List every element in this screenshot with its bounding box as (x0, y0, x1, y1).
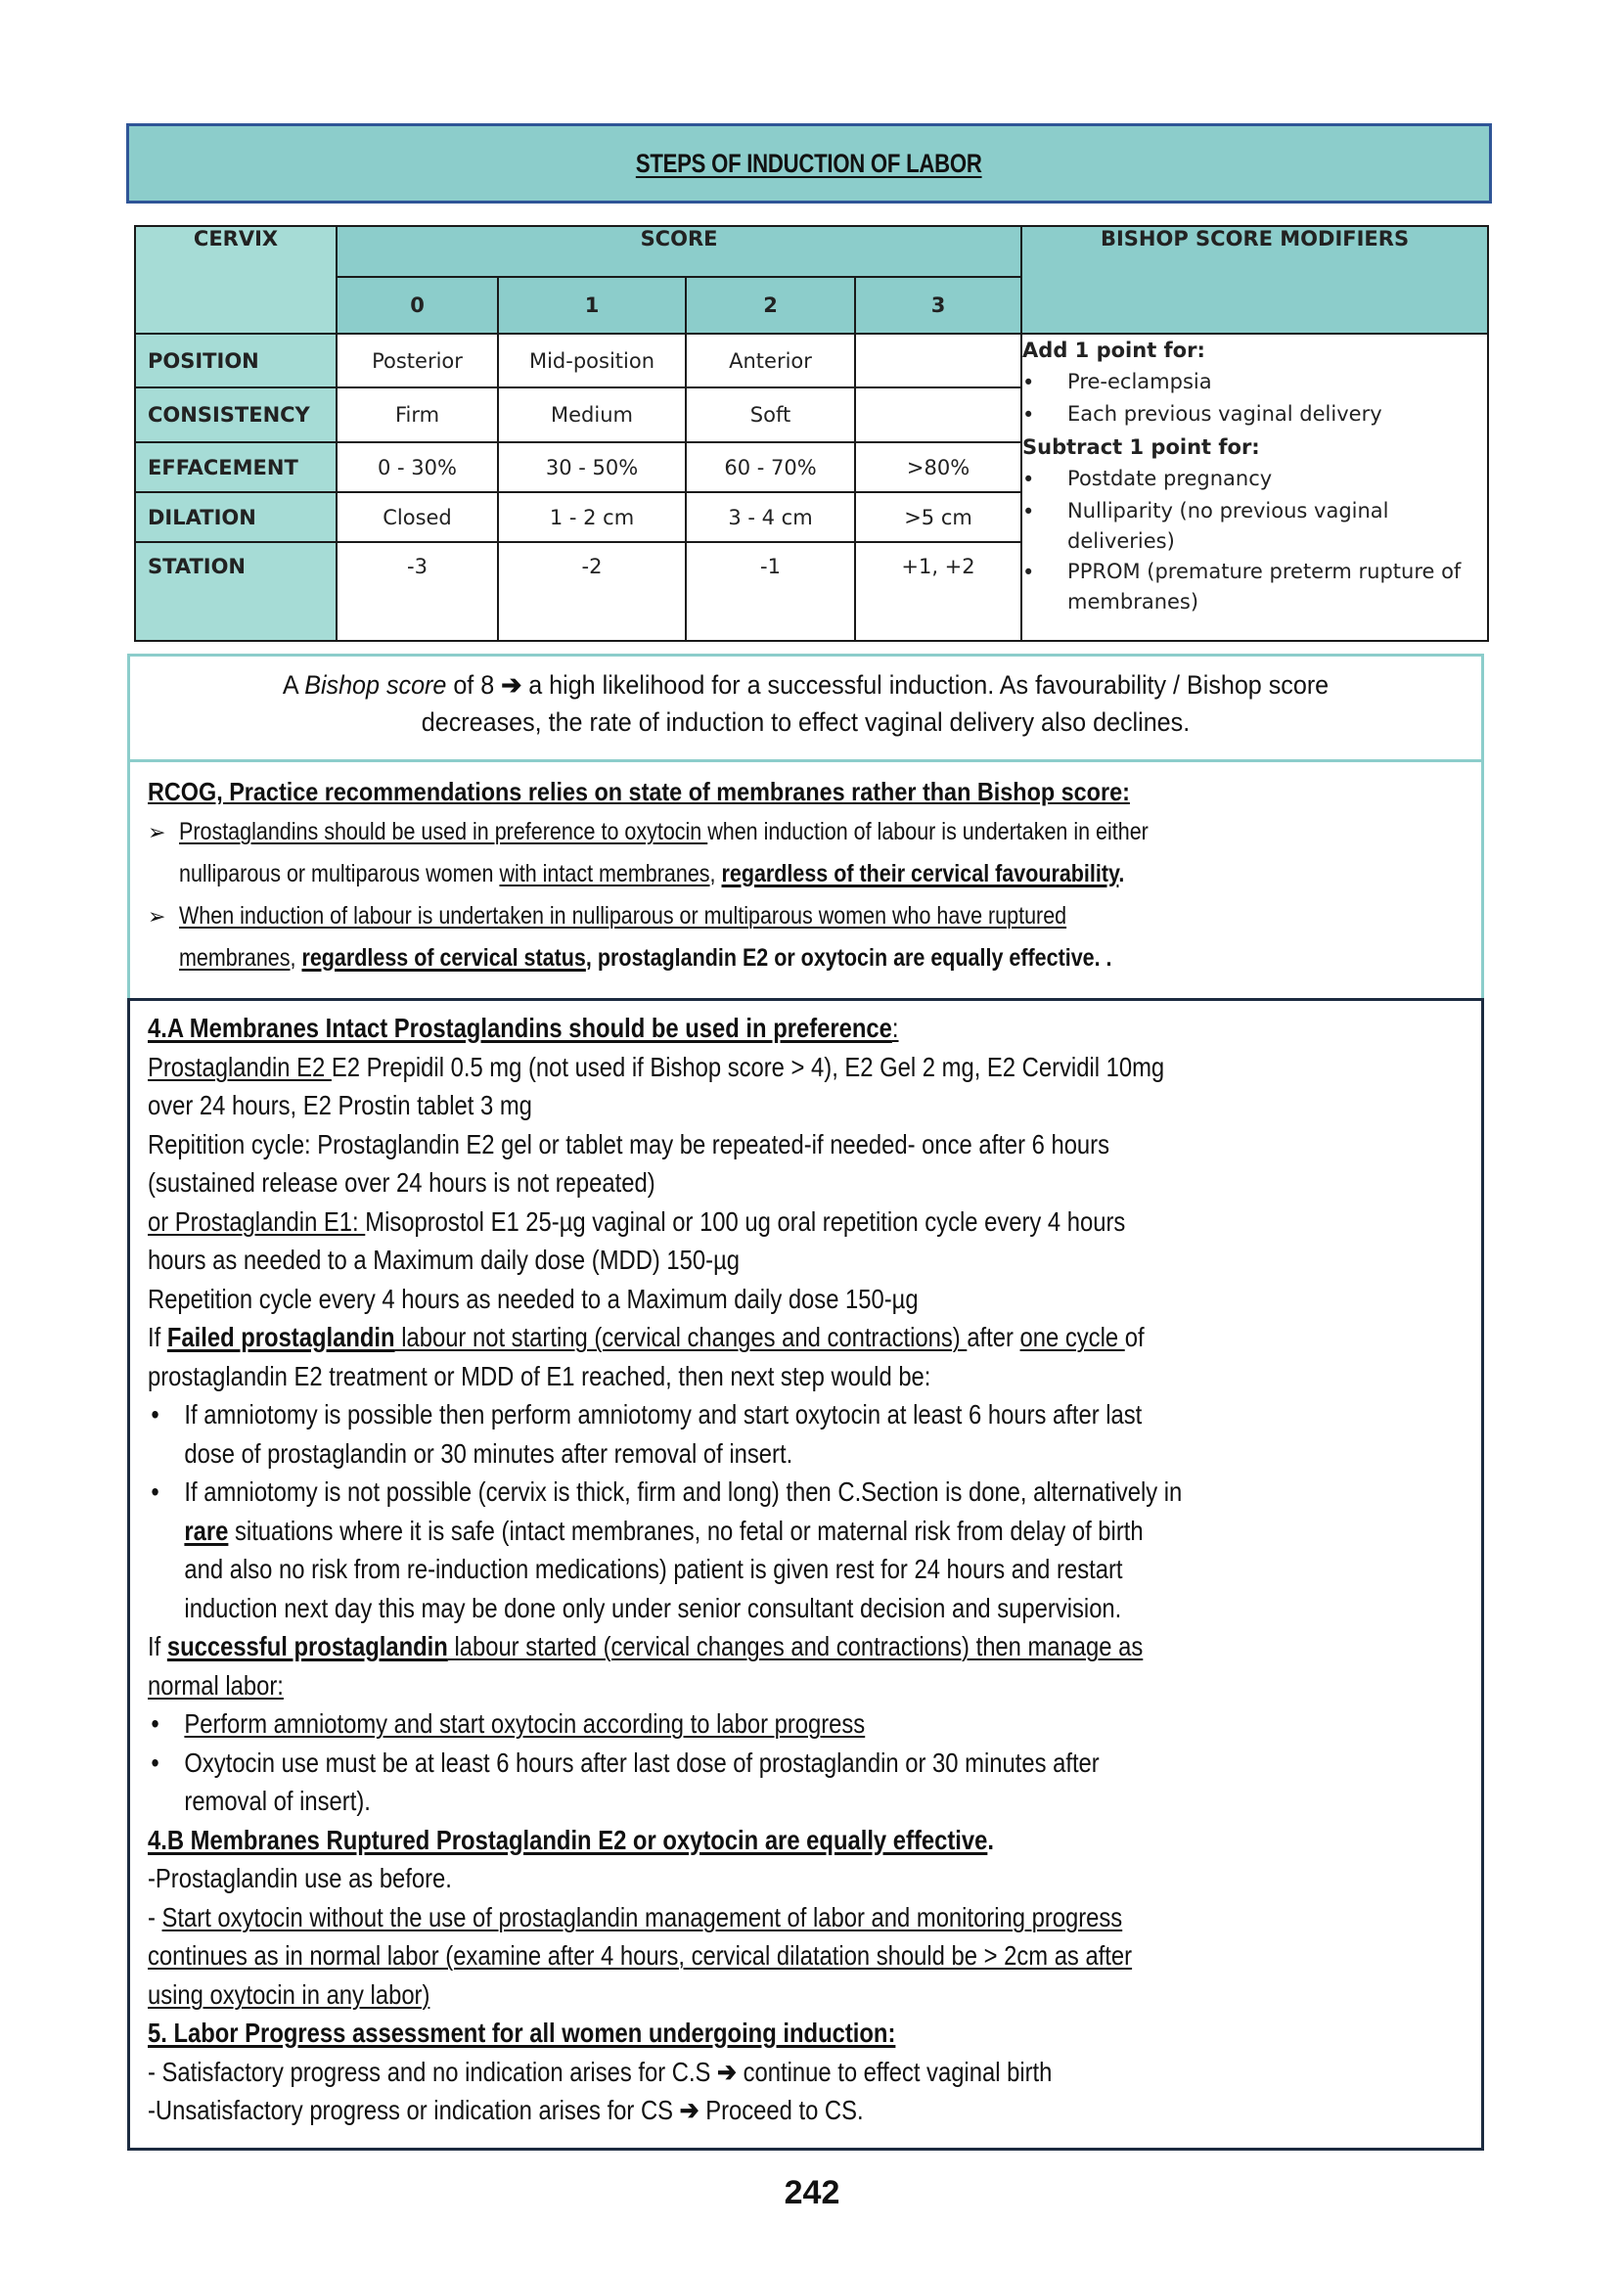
text-line (148, 1627, 1282, 1666)
text-run: of 8 (446, 670, 502, 700)
text-run: of (1124, 1322, 1145, 1352)
rcog-item-line (148, 811, 1481, 853)
arrow-bullet-icon: ➢ (148, 904, 166, 929)
rcog-item-text (179, 853, 1299, 895)
rcog-box (127, 759, 1484, 999)
rcog-item-line (148, 853, 1481, 895)
text-run: ➔ (679, 2095, 699, 2125)
header-score-0: 0 (337, 277, 498, 334)
text-line (148, 1163, 1282, 1203)
text-run: , (290, 944, 302, 972)
text-run: Repetition cycle every 4 hours as needed to a Maximum daily dose 150-µg (148, 1283, 919, 1314)
text-run: , (709, 860, 722, 887)
row-label: POSITION (135, 334, 337, 387)
text-run: dose of prostaglandin or 30 minutes after removal of insert. (184, 1437, 793, 1469)
table-cell (855, 334, 1021, 387)
text-run: continues as in normal labor (examine after 4 hours, cervical dilatation should be > 2cm as after (148, 1940, 1133, 1971)
induction-steps-box (127, 998, 1484, 2151)
induction-steps-text (148, 1009, 1481, 2130)
text-run: A (282, 670, 305, 700)
arrow-bullet-icon (148, 853, 179, 895)
text-line (148, 1821, 1282, 1860)
table-row (135, 334, 1488, 387)
bishop-score-table (134, 225, 1489, 642)
text-line (148, 1898, 1282, 1937)
header-score-3: 3 (855, 277, 1021, 334)
table-cell: Mid-position (498, 334, 686, 387)
text-run: one cycle (1019, 1322, 1125, 1352)
text-run: nulliparous or multiparous women (179, 860, 500, 887)
table-cell: Soft (686, 387, 855, 442)
text-run: . (1118, 860, 1125, 887)
bishop-modifiers (1021, 334, 1488, 641)
table-cell: >5 cm (855, 492, 1021, 542)
text-run: 4.A Membranes Intact Prostaglandins should be used in preference (148, 1013, 892, 1043)
text-run: Prostaglandin E2 (148, 1051, 332, 1082)
text-run: Perform amniotomy and start oxytocin according to labor progress (184, 1708, 866, 1739)
row-label: EFFACEMENT (135, 442, 337, 492)
bullet-line (148, 1395, 1282, 1434)
table-cell: Posterior (337, 334, 498, 387)
text-run: 5. Labor Progress assessment for all women undergoing induction: (148, 2018, 896, 2048)
text-run: labour started (cervical changes and contractions) then manage as (447, 1631, 1144, 1661)
text-run: ➔ (717, 2056, 737, 2087)
text-run: (sustained release over 24 hours is not repeated) (148, 1167, 655, 1198)
text-run: -Unsatisfactory progress or indication arises for CS (148, 2095, 680, 2125)
table-cell (855, 387, 1021, 442)
text-line (148, 1589, 1282, 1628)
text-run: . (987, 1824, 994, 1855)
rcog-item-text (179, 937, 1299, 979)
bullet-line (148, 1744, 1282, 1783)
text-line (148, 1125, 1282, 1164)
text-run: - (148, 1901, 162, 1932)
text-run: a high likelihood for a successful induction. As favourability / Bishop score (521, 670, 1330, 700)
header-modifiers: BISHOP SCORE MODIFIERS (1021, 226, 1488, 334)
header-score-2: 2 (686, 277, 855, 334)
rcog-item-text (179, 811, 1299, 853)
table-cell: Anterior (686, 334, 855, 387)
header-score: SCORE (337, 226, 1021, 277)
bishop-note-text (177, 666, 1433, 741)
table-cell: 3 - 4 cm (686, 492, 855, 542)
modifiers-subtract-heading: Subtract 1 point for: (1022, 435, 1260, 459)
row-label: DILATION (135, 492, 337, 542)
table-cell: Closed (337, 492, 498, 542)
modifier-item: • Pre-eclampsia (1022, 370, 1212, 394)
table-cell: 0 - 30% (337, 442, 498, 492)
text-line (148, 1434, 1282, 1474)
table-cell: 1 - 2 cm (498, 492, 686, 542)
text-run: If (148, 1631, 167, 1661)
table-cell: -3 (337, 542, 498, 641)
text-run: Repitition cycle: Prostaglandin E2 gel or tablet may be repeated-if needed- once after 6 hours (148, 1128, 1109, 1159)
text-run: after (967, 1322, 1020, 1352)
rcog-heading: RCOG, Practice recommendations relies on state of membranes rather than Bishop score: (148, 777, 1130, 806)
table-cell: 60 - 70% (686, 442, 855, 492)
text-run: Proceed to CS. (699, 2095, 864, 2125)
text-line (148, 1318, 1282, 1357)
text-line (148, 1512, 1282, 1551)
text-run: prostaglandin E2 treatment or MDD of E1 reached, then next step would be: (148, 1360, 931, 1391)
text-run: when induction of labour is undertaken in either (707, 818, 1149, 845)
text-line (148, 1550, 1282, 1589)
note-line (177, 704, 1433, 741)
text-line (148, 1203, 1282, 1242)
text-line (148, 2091, 1282, 2130)
modifier-item: • Nulliparity (no previous vaginal deliveries) (1022, 499, 1389, 553)
text-line (148, 1048, 1282, 1087)
text-run: Bishop score (304, 670, 447, 700)
text-run: using oxytocin in any labor) (148, 1978, 430, 2010)
text-run: with intact membranes (499, 860, 710, 887)
text-run: regardless of their cervical favourability (721, 860, 1119, 887)
arrow-bullet-icon: ➢ (148, 820, 166, 844)
table-cell: Medium (498, 387, 686, 442)
text-run: regardless of cervical status (301, 944, 586, 972)
note-line (177, 666, 1433, 704)
text-line (148, 1936, 1282, 1975)
row-label: CONSISTENCY (135, 387, 337, 442)
modifiers-add-heading: Add 1 point for: (1022, 339, 1205, 362)
text-line (148, 1009, 1282, 1048)
text-run: hours as needed to a Maximum daily dose (MDD) 150-µg (148, 1245, 741, 1275)
text-run: removal of insert). (184, 1786, 371, 1816)
rcog-list (148, 811, 1481, 979)
bishop-note-box (127, 654, 1484, 762)
text-run: Start oxytocin without the use of prostaglandin management of labor and monitoring progress (161, 1901, 1123, 1932)
text-line (148, 1086, 1282, 1125)
text-run: When induction of labour is undertaken in nulliparous or multiparous women who have ruptured (179, 902, 1067, 930)
text-run: : (891, 1013, 899, 1043)
text-run: or Prostaglandin E1: (148, 1205, 366, 1237)
table-cell: Firm (337, 387, 498, 442)
text-run: If amniotomy is possible then perform amniotomy and start oxytocin at least 6 hours after last (184, 1399, 1143, 1430)
text-run: - Satisfactory progress and no indication arises for C.S (148, 2056, 718, 2087)
rcog-item-line (148, 895, 1481, 937)
text-run: -Prostaglandin use as before. (148, 1863, 452, 1893)
text-run: ➔ (501, 670, 522, 700)
table-cell: 30 - 50% (498, 442, 686, 492)
text-line (148, 1241, 1282, 1280)
rcog-item-line (148, 937, 1481, 979)
header-cervix: CERVIX (135, 226, 337, 334)
arrow-bullet-icon (148, 937, 179, 979)
text-run: membranes (179, 944, 291, 972)
text-run: over 24 hours, E2 Prostin tablet 3 mg (148, 1090, 532, 1120)
text-run: , prostaglandin E2 or oxytocin are equally effective. . (585, 944, 1112, 972)
page-number: 242 (784, 2174, 840, 2211)
text-run: decreases, the rate of induction to effect vaginal delivery also declines. (421, 707, 1191, 737)
text-run: rare (184, 1515, 229, 1546)
table-cell: +1, +2 (855, 542, 1021, 641)
text-run: continue to effect vaginal birth (736, 2056, 1053, 2087)
modifier-item: • Each previous vaginal delivery (1022, 402, 1382, 427)
page-title: STEPS OF INDUCTION OF LABOR (636, 148, 982, 178)
text-run: Oxytocin use must be at least 6 hours after last dose of prostaglandin or 30 minutes after (184, 1747, 1100, 1778)
text-run: induction next day this may be done only under senior consultant decision and supervision. (184, 1592, 1122, 1623)
text-run: labour not starting (cervical changes and contractions) (394, 1322, 968, 1352)
bullet-line (148, 1473, 1282, 1512)
table-cell: -2 (498, 542, 686, 641)
text-run: and also no risk from re-induction medications) patient is given rest for 24 hours and restart (184, 1554, 1123, 1584)
table-cell: -1 (686, 542, 855, 641)
text-line (148, 1666, 1282, 1705)
text-run: Failed prostaglandin (166, 1322, 395, 1352)
table-cell: >80% (855, 442, 1021, 492)
text-run: successful prostaglandin (166, 1631, 448, 1661)
text-run: normal labor: (148, 1669, 284, 1701)
modifier-item: • Postdate pregnancy (1022, 467, 1273, 491)
rcog-item-text (179, 895, 1299, 937)
title-banner (126, 123, 1492, 204)
text-line (148, 1975, 1282, 2015)
text-run: Prostaglandins should be used in preference to oxytocin (179, 818, 708, 845)
text-line (148, 1859, 1282, 1898)
text-run: 4.B Membranes Ruptured Prostaglandin E2 or oxytocin are equally effective (148, 1824, 988, 1855)
row-label: STATION (135, 542, 337, 641)
header-score-1: 1 (498, 277, 686, 334)
text-run: If amniotomy is not possible (cervix is thick, firm and long) then C.Section is done, alternatively in (184, 1476, 1183, 1507)
text-line (148, 2014, 1282, 2053)
text-line (148, 1280, 1282, 1319)
text-run: If (148, 1322, 167, 1352)
bullet-line (148, 1704, 1282, 1744)
text-run: situations where it is safe (intact membranes, no fetal or maternal risk from delay of birth (228, 1515, 1144, 1546)
text-line (148, 2053, 1282, 2092)
text-line (148, 1357, 1282, 1396)
text-run: Misoprostol E1 25-µg vaginal or 100 ug oral repetition cycle every 4 hours (365, 1205, 1126, 1237)
text-run: E2 Prepidil 0.5 mg (not used if Bishop score > 4), E2 Gel 2 mg, E2 Cervidil 10mg (331, 1051, 1165, 1082)
text-line (148, 1782, 1282, 1821)
modifier-item: • PPROM (premature preterm rupture of membranes) (1022, 560, 1462, 613)
